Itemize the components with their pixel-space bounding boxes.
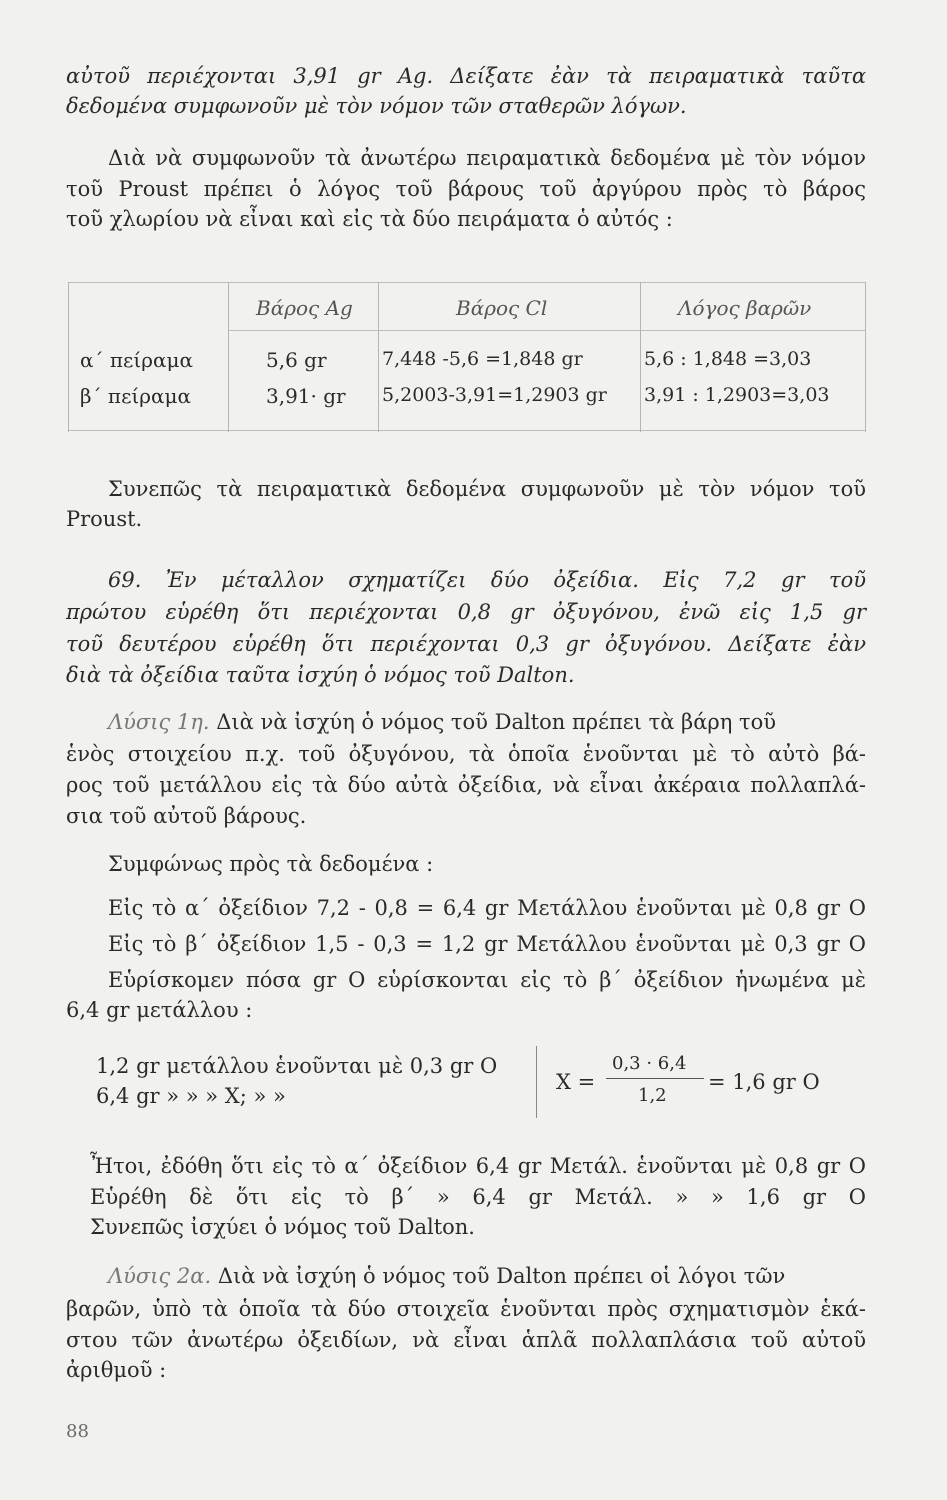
fraction-denominator: 1,2 xyxy=(638,1085,667,1106)
row-1-ag: 5,6 gr xyxy=(266,348,327,372)
solution-2-label: Λύσις 2α. xyxy=(108,1264,212,1288)
solution-2-line-4: ἀριθμοῦ : xyxy=(66,1358,167,1382)
header-cl-weight: Βάρος Cl xyxy=(456,296,548,320)
header-ag-weight: Βάρος Ag xyxy=(256,296,353,320)
data-oxide-b: Εἰς τὸ β΄ ὀξείδιον 1,5 - 0,3 = 1,2 gr Μετάλλου ἑνοῦνται μὲ 0,3 gr O xyxy=(108,932,866,956)
problem-tail-line-1: αὐτοῦ περιέχονται 3,91 gr Ag. Δείξατε ἐὰν τὰ πειραματικὰ ταῦτα xyxy=(66,64,866,88)
proportion-divider xyxy=(536,1046,537,1118)
problem-69-line-4: διὰ τὰ ὀξείδια ταῦτα ἰσχύη ὁ νόμος τοῦ Dalton. xyxy=(66,663,575,687)
row-1-cl: 7,448 -5,6 =1,848 gr xyxy=(382,348,583,370)
summary-line-2: Εὑρέθη δὲ ὅτι εἰς τὸ β΄ » 6,4 gr Μετάλ. » » 1,6 gr O xyxy=(90,1185,866,1209)
row-2-experiment: β΄ πείραμα xyxy=(80,384,192,408)
summary-line-3: Συνεπῶς ἰσχύει ὁ νόμος τοῦ Dalton. xyxy=(90,1215,475,1239)
solution-2-line-2: βαρῶν, ὑπὸ τὰ ὁποῖα τὰ δύο στοιχεῖα ἑνοῦνται πρὸς σχηματισμὸν ἑκά- xyxy=(66,1297,866,1321)
solution-1-line-4: σια τοῦ αὐτοῦ βάρους. xyxy=(66,804,307,828)
solution-1-label: Λύσις 1η. xyxy=(108,710,210,734)
solution-2-line-1: Διὰ νὰ ἰσχύη ὁ νόμος τοῦ Dalton πρέπει οἱ λόγοι τῶν xyxy=(217,1264,786,1288)
conclusion-line-1: Συνεπῶς τὰ πειραματικὰ δεδομένα συμφωνοῦν μὲ τὸν νόμον τοῦ xyxy=(108,477,866,501)
data-intro: Συμφώνως πρὸς τὰ δεδομένα : xyxy=(108,852,434,876)
intro-line-2: τοῦ Proust πρέπει ὁ λόγος τοῦ βάρους τοῦ ἀργύρου πρὸς τὸ βάρος xyxy=(66,177,866,201)
proportion-row-1: 1,2 gr μετάλλου ἑνοῦνται μὲ 0,3 gr O xyxy=(96,1054,498,1078)
intro-line-3: τοῦ χλωρίου νὰ εἶναι καὶ εἰς τὰ δύο πειράματα ὁ αὐτός : xyxy=(66,207,673,231)
solution-1-first-line xyxy=(108,708,866,736)
fraction-numerator: 0,3 · 6,4 xyxy=(612,1053,687,1074)
summary-line-1: Ἦτοι, ἐδόθη ὅτι εἰς τὸ α΄ ὀξείδιον 6,4 gr Μετάλ. ἑνοῦνται μὲ 0,8 gr O xyxy=(90,1154,866,1178)
data-oxide-a: Εἰς τὸ α΄ ὀξείδιον 7,2 - 0,8 = 6,4 gr Μετάλλου ἑνοῦνται μὲ 0,8 gr O xyxy=(108,896,866,920)
solution-1-line-1: Διὰ νὰ ἰσχύη ὁ νόμος τοῦ Dalton πρέπει τὰ βάρη τοῦ xyxy=(216,710,777,734)
fraction-result: = 1,6 gr O xyxy=(708,1070,820,1094)
data-find-line-1: Εὑρίσκομεν πόσα gr O εὑρίσκονται εἰς τὸ β΄ ὀξείδιον ἡνωμένα μὲ xyxy=(108,968,866,992)
fraction-bar xyxy=(606,1078,704,1079)
row-2-cl: 5,2003-3,91=1,2903 gr xyxy=(382,384,607,406)
header-weight-ratio: Λόγος βαρῶν xyxy=(678,296,812,320)
data-find-line-2: 6,4 gr μετάλλου : xyxy=(66,998,253,1022)
problem-69-line-2: πρώτου εὑρέθη ὅτι περιέχονται 0,8 gr ὀξυγόνου, ἐνῶ εἰς 1,5 gr xyxy=(66,600,866,624)
solution-2-line-3: στου τῶν ἀνωτέρω ὀξειδίων, νὰ εἶναι ἁπλᾶ πολλαπλάσια τοῦ αὐτοῦ xyxy=(66,1328,866,1352)
intro-line-1: Διὰ νὰ συμφωνοῦν τὰ ἀνωτέρω πειραματικὰ δεδομένα μὲ τὸν νόμον xyxy=(108,146,866,170)
row-2-ag: 3,91· gr xyxy=(266,384,346,408)
problem-tail-line-2: δεδομένα συμφωνοῦν μὲ τὸν νόμον τῶν σταθερῶν λόγων. xyxy=(66,94,687,118)
solution-1-line-3: ρος τοῦ μετάλλου εἰς τὰ δύο αὐτὰ ὀξείδια, νὰ εἶναι ἀκέραια πολλαπλά- xyxy=(66,773,866,797)
problem-69-line-1: 69. Ἐν μέταλλον σχηματίζει δύο ὀξείδια. Εἰς 7,2 gr τοῦ xyxy=(108,568,866,592)
problem-69-line-3: τοῦ δευτέρου εὑρέθη ὅτι περιέχονται 0,3 gr ὀξυγόνου. Δείξατε ἐὰν xyxy=(66,632,866,656)
row-2-ratio: 3,91 : 1,2903=3,03 xyxy=(644,384,830,406)
solution-1-line-2: ἑνὸς στοιχείου π.χ. τοῦ ὀξυγόνου, τὰ ὁποῖα ἑνοῦνται μὲ τὸ αὐτὸ βά- xyxy=(66,742,866,766)
row-1-experiment: α΄ πείραμα xyxy=(80,348,193,372)
x-label: X = xyxy=(556,1070,596,1094)
row-1-ratio: 5,6 : 1,848 =3,03 xyxy=(644,348,812,370)
solution-2-first-line xyxy=(108,1262,866,1290)
proportion-row-2: 6,4 gr » » » X; » » xyxy=(96,1084,286,1108)
ratio-table xyxy=(68,282,866,432)
conclusion-line-2: Proust. xyxy=(66,507,143,531)
page-number: 88 xyxy=(66,1421,89,1442)
